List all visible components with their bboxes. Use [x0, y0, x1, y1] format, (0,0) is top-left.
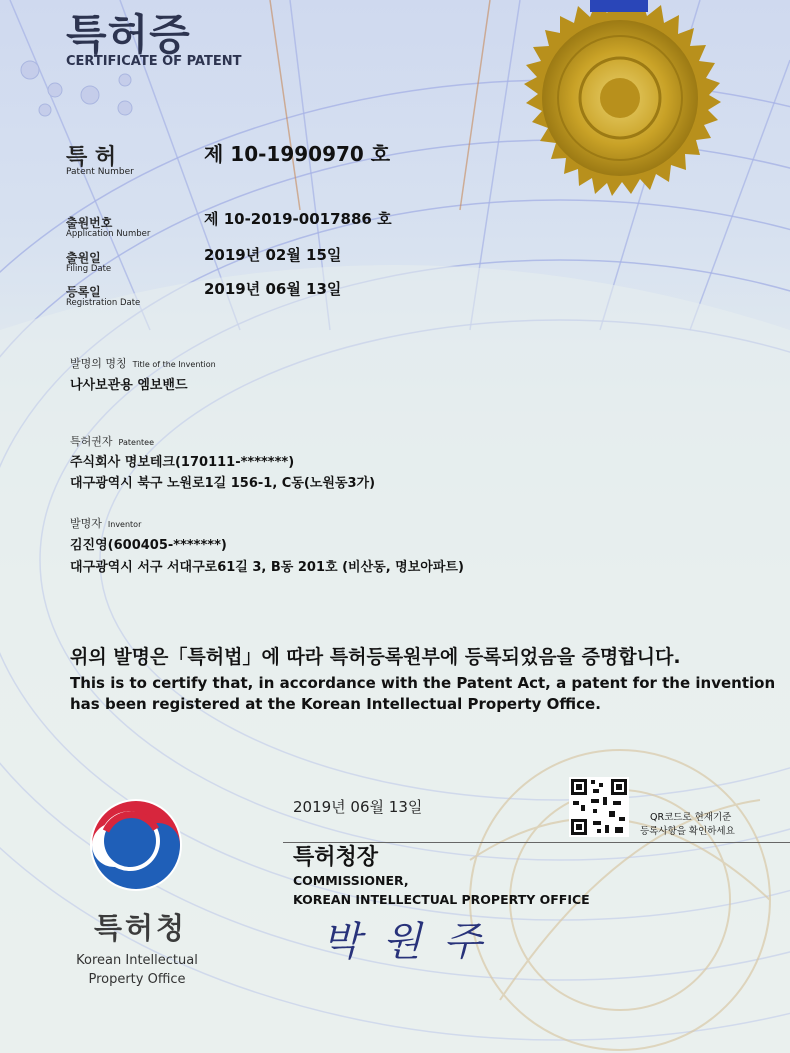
certificate-title-en: CERTIFICATE OF PATENT [66, 54, 242, 69]
commissioner-signature: 박원주 [322, 919, 504, 965]
patentee-name: 주식회사 명보테크(170111-*******) [70, 455, 295, 470]
patentee-label: 특허권자 Patentee [70, 435, 154, 448]
registration-date-label: 등록일 [66, 285, 101, 299]
commissioner-title-en-1: COMMISSIONER, [293, 873, 409, 888]
inventor-name: 김진영(600405-*******) [70, 538, 227, 553]
inventor-address: 대구광역시 서구 서대구로61길 3, B동 201호 (비산동, 명보아파트) [70, 560, 464, 575]
inventor-label: 발명자 Inventor [70, 517, 142, 530]
registration-date: 2019년 06월 13일 [204, 280, 342, 298]
registration-date-label-en: Registration Date [66, 298, 141, 308]
filing-date-label: 출원일 [66, 251, 101, 265]
issue-date: 2019년 06월 13일 [293, 798, 423, 816]
certification-statement-en-2: has been registered at the Korean Intellectual Property Office. [70, 695, 601, 713]
office-name-en-2: Property Office [88, 972, 186, 987]
invention-title-label: 발명의 명칭 Title of the Invention [70, 357, 216, 370]
application-number-label: 출원번호 [66, 216, 113, 230]
certificate-title: 특허증 [66, 10, 191, 59]
filing-date: 2019년 02월 15일 [204, 246, 342, 264]
patent-number-label-en: Patent Number [66, 167, 134, 177]
filing-date-label-en: Filing Date [66, 264, 112, 274]
application-number: 제 10-2019-0017886 호 [204, 210, 392, 228]
patentee-address: 대구광역시 북구 노원로1길 156-1, C동(노원동3가) [70, 476, 376, 491]
office-name-en-1: Korean Intellectual [76, 953, 198, 968]
qr-note-2: 등록사항을 확인하세요 [640, 826, 735, 837]
qr-code [569, 777, 629, 837]
application-number-label-en: Application Number [66, 229, 151, 239]
gold-seal [524, 0, 721, 196]
invention-title: 나사보관용 엠보밴드 [70, 378, 188, 393]
certification-statement-en-1: This is to certify that, in accordance with the Patent Act, a patent for the invention [70, 674, 776, 692]
certification-statement-ko: 위의 발명은「특허법」에 따라 특허등록원부에 등록되었음을 증명합니다. [70, 646, 681, 668]
kipo-logo [90, 799, 182, 891]
patent-number: 제 10-1990970 호 [204, 142, 391, 166]
commissioner-title-en-2: KOREAN INTELLECTUAL PROPERTY OFFICE [293, 892, 590, 907]
qr-note-1: QR코드로 현재기준 [650, 812, 732, 823]
office-name: 특허청 [94, 911, 188, 945]
commissioner-title: 특허청장 [293, 845, 379, 870]
patent-number-label: 특 허 [66, 145, 117, 170]
